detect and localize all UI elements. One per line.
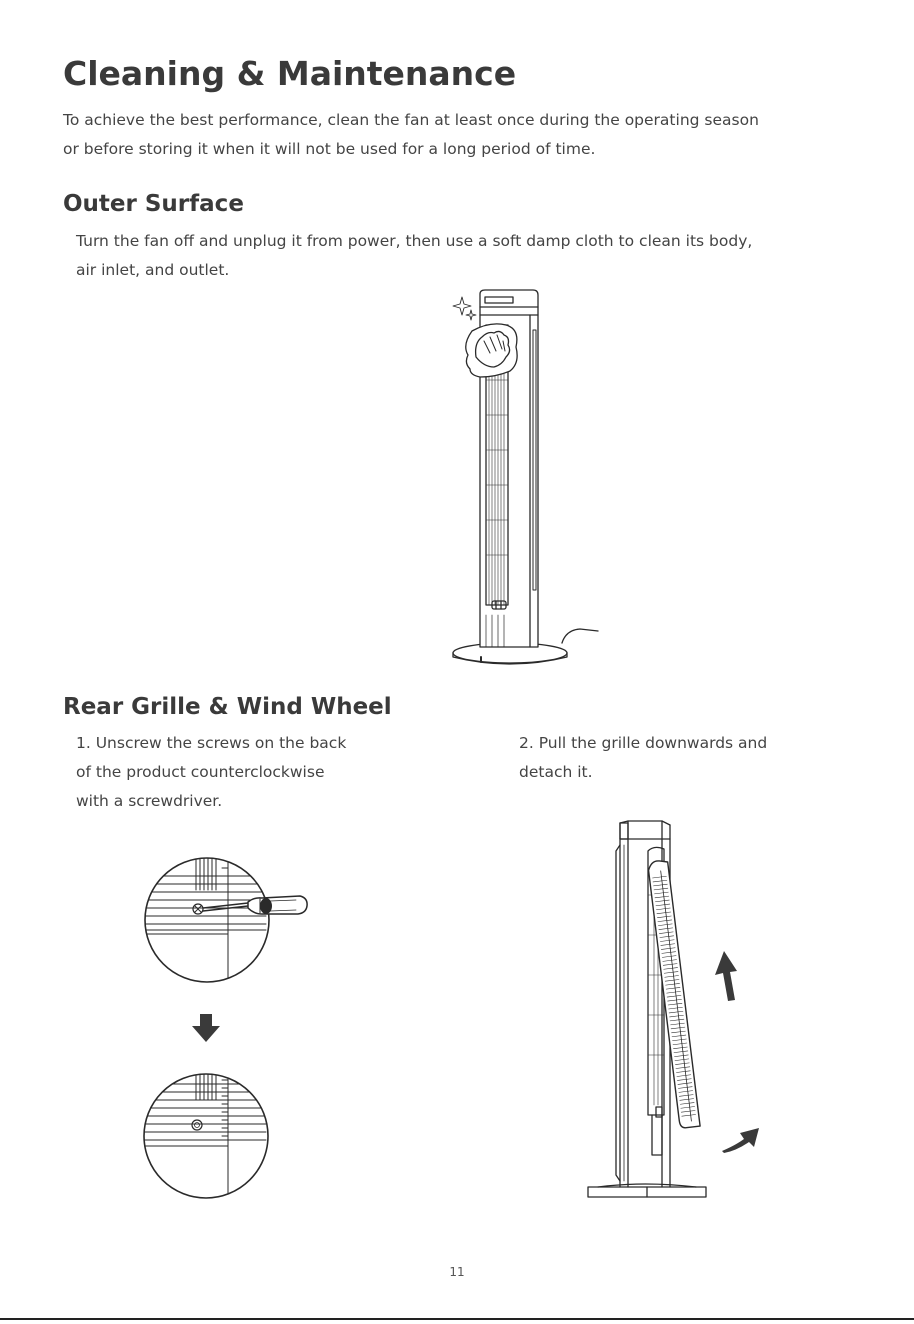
grille-detach-icon (584, 815, 774, 1205)
page-number: 11 (449, 1265, 465, 1279)
step-1-line: of the product counterclockwise (76, 763, 325, 781)
step-1-line: with a screwdriver. (76, 792, 223, 810)
outer-surface-heading: Outer Surface (63, 191, 244, 217)
screwdriver-detail-icon (136, 850, 316, 990)
tower-fan-wiping-icon (440, 285, 610, 670)
step-2-line: detach it. (519, 763, 593, 781)
bottom-rule (0, 1318, 914, 1320)
step-2-line: 2. Pull the grille downwards and (519, 734, 768, 752)
screw-removed-detail-icon (136, 1066, 276, 1206)
rear-grille-heading: Rear Grille & Wind Wheel (63, 694, 392, 720)
outer-surface-text (76, 227, 752, 285)
down-arrow-icon (190, 1012, 222, 1044)
step-1-line: 1. Unscrew the screws on the back (76, 734, 347, 752)
outer-surface-line: air inlet, and outlet. (76, 261, 230, 279)
step-1-text (76, 729, 346, 816)
outer-surface-line: Turn the fan off and unplug it from power, then use a soft damp cloth to clean its body, (76, 232, 753, 250)
intro-text (63, 106, 863, 164)
step-2-text (519, 729, 767, 787)
intro-line: or before storing it when it will not be used for a long period of time. (63, 140, 596, 158)
page-title: Cleaning & Maintenance (63, 54, 517, 93)
intro-line: To achieve the best performance, clean the fan at least once during the operating season (63, 111, 759, 129)
